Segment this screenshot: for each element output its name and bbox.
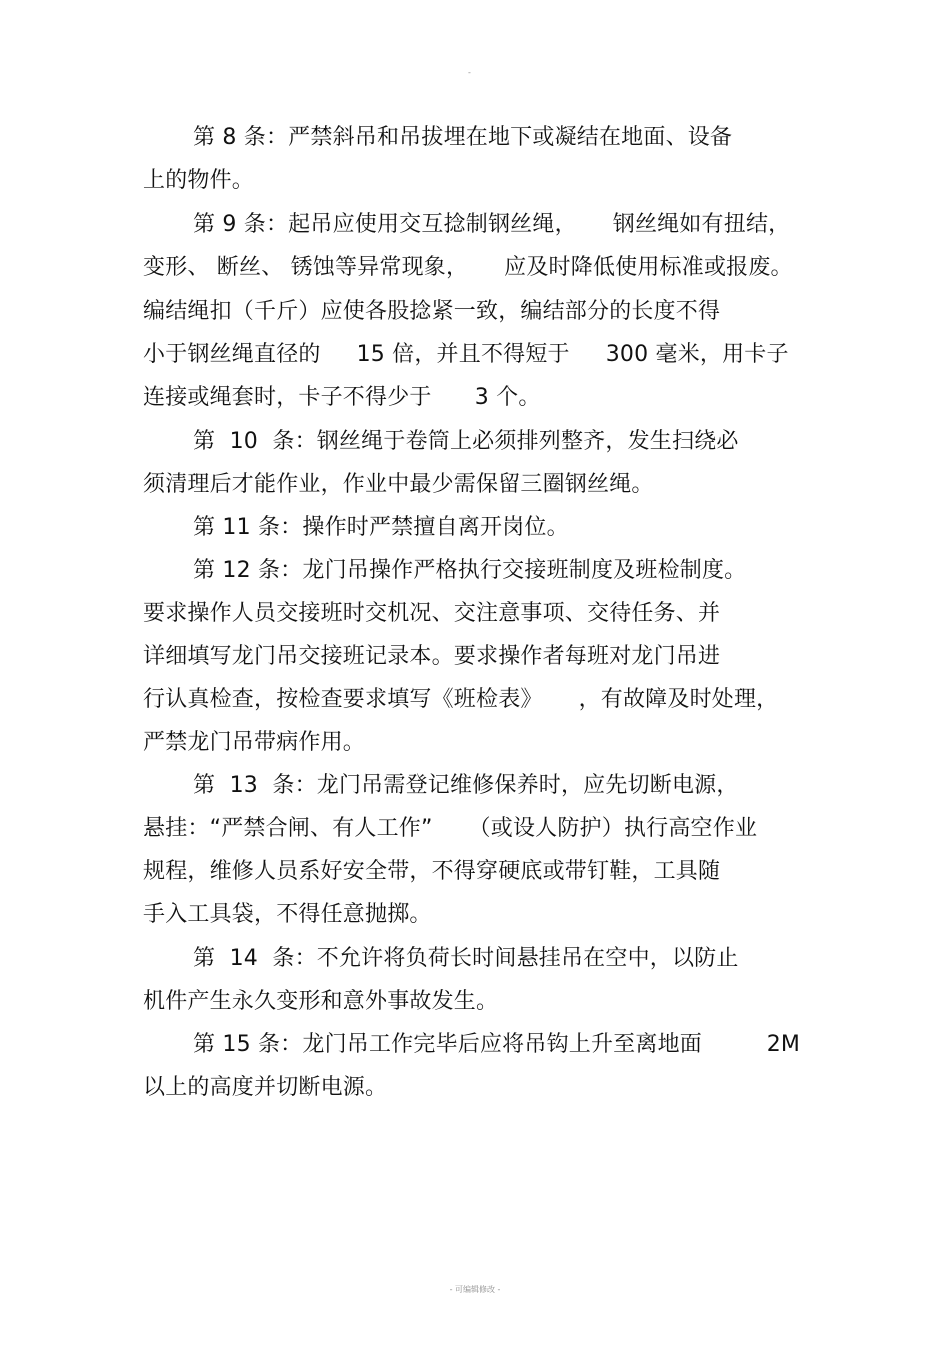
text-line: 小于钢丝绳直径的 15 倍，并且不得短于 300 毫米，用卡子 <box>143 342 789 367</box>
text-line: 第 10 条：钢丝绳于卷筒上必须排列整齐，发生扫绕必 <box>193 429 739 454</box>
text-line: 编结绳扣（千斤）应使各股捻紧一致，编结部分的长度不得 <box>143 299 721 324</box>
text-line: 上的物件。 <box>143 168 255 193</box>
text-line: 悬挂：“严禁合闸、有人工作” （或设人防护）执行高空作业 <box>143 816 758 841</box>
text-line: 第 15 条：龙门吊工作完毕后应将吊钩上升至离地面 2M <box>193 1032 801 1057</box>
text-line: 严禁龙门吊带病作用。 <box>143 730 366 755</box>
text-line: 第 13 条：龙门吊需登记维修保养时，应先切断电源， <box>193 773 739 798</box>
text-line: 机件产生永久变形和意外事故发生。 <box>143 989 499 1014</box>
text-line: 须清理后才能作业，作业中最少需保留三圈钢丝绳。 <box>143 472 654 497</box>
text-line: 规程，维修人员系好安全带，不得穿硬底或带钉鞋，工具随 <box>143 859 721 884</box>
text-line: 变形、 断丝、 锈蚀等异常现象， 应及时降低使用标准或报废。 <box>143 255 793 280</box>
page-marker: - <box>468 68 471 77</box>
text-line: 以上的高度并切断电源。 <box>143 1075 388 1100</box>
text-line: 要求操作人员交接班时交机况、交注意事项、交待任务、并 <box>143 601 721 626</box>
page-footer: - 可编辑修改 - <box>449 1285 501 1294</box>
text-line: 行认真检查，按检查要求填写《班检表》 ，有故障及时处理， <box>143 687 779 712</box>
text-line: 第 11 条：操作时严禁擅自离开岗位。 <box>193 515 569 540</box>
text-line: 连接或绳套时，卡子不得少于 3 个。 <box>143 385 541 410</box>
text-line: 手入工具袋，不得任意抛掷。 <box>143 902 432 927</box>
text-line: 第 12 条：龙门吊操作严格执行交接班制度及班检制度。 <box>193 558 747 583</box>
text-line: 第 14 条：不允许将负荷长时间悬挂吊在空中，以防止 <box>193 946 739 971</box>
text-line: 第 9 条：起吊应使用交互捻制钢丝绳， 钢丝绳如有扭结， <box>193 212 791 237</box>
text-line: 第 8 条：严禁斜吊和吊拔埋在地下或凝结在地面、设备 <box>193 125 733 150</box>
text-line: 详细填写龙门吊交接班记录本。要求操作者每班对龙门吊进 <box>143 644 721 669</box>
